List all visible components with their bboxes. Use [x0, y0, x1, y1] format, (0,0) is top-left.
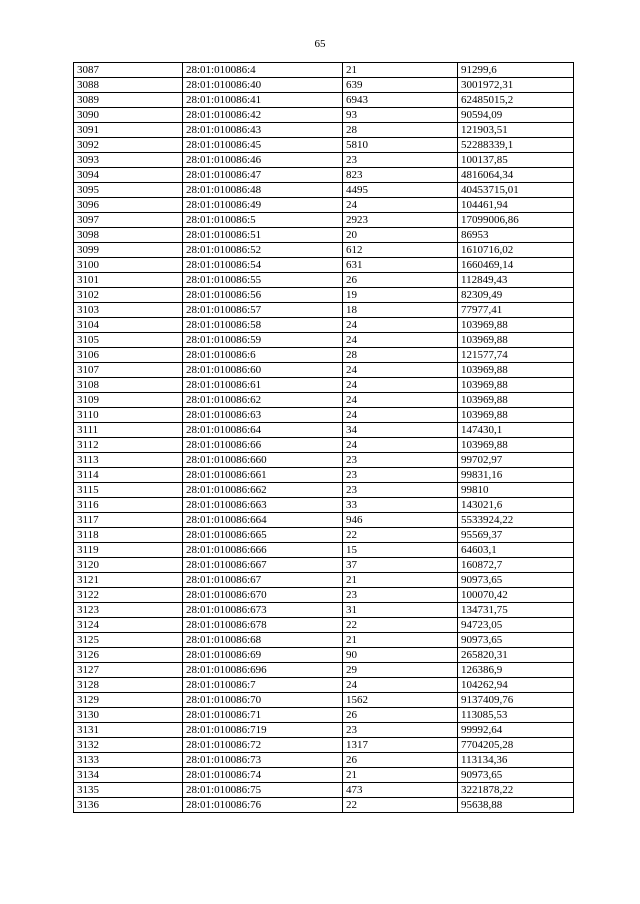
area-cell: 21	[343, 768, 458, 783]
cadastral-value-cell: 99810	[458, 483, 574, 498]
cadastral-value-cell: 160872,7	[458, 558, 574, 573]
area-cell: 90	[343, 648, 458, 663]
row-number-cell: 3095	[74, 183, 183, 198]
row-number-cell: 3115	[74, 483, 183, 498]
row-number-cell: 3134	[74, 768, 183, 783]
table-row	[74, 363, 574, 378]
table-row	[74, 78, 574, 93]
table-row	[74, 153, 574, 168]
row-number-cell: 3113	[74, 453, 183, 468]
table-row	[74, 603, 574, 618]
area-cell: 24	[343, 318, 458, 333]
cadastral-value-cell: 17099006,86	[458, 213, 574, 228]
table-row	[74, 273, 574, 288]
table-row	[74, 783, 574, 798]
cadastral-value-cell: 103969,88	[458, 393, 574, 408]
row-number-cell: 3120	[74, 558, 183, 573]
table-row	[74, 648, 574, 663]
cadastral-value-cell: 3001972,31	[458, 78, 574, 93]
row-number-cell: 3110	[74, 408, 183, 423]
row-number-cell: 3112	[74, 438, 183, 453]
table-row	[74, 168, 574, 183]
cadastral-number-cell: 28:01:010086:56	[183, 288, 343, 303]
cadastral-number-cell: 28:01:010086:5	[183, 213, 343, 228]
cadastral-value-cell: 104461,94	[458, 198, 574, 213]
cadastral-number-cell: 28:01:010086:665	[183, 528, 343, 543]
cadastral-number-cell: 28:01:010086:661	[183, 468, 343, 483]
row-number-cell: 3087	[74, 63, 183, 78]
cadastral-value-table	[73, 62, 574, 813]
area-cell: 19	[343, 288, 458, 303]
cadastral-number-cell: 28:01:010086:68	[183, 633, 343, 648]
cadastral-number-cell: 28:01:010086:45	[183, 138, 343, 153]
row-number-cell: 3127	[74, 663, 183, 678]
row-number-cell: 3130	[74, 708, 183, 723]
cadastral-number-cell: 28:01:010086:664	[183, 513, 343, 528]
cadastral-number-cell: 28:01:010086:48	[183, 183, 343, 198]
cadastral-number-cell: 28:01:010086:49	[183, 198, 343, 213]
row-number-cell: 3132	[74, 738, 183, 753]
row-number-cell: 3103	[74, 303, 183, 318]
cadastral-number-cell: 28:01:010086:57	[183, 303, 343, 318]
cadastral-number-cell: 28:01:010086:667	[183, 558, 343, 573]
area-cell: 473	[343, 783, 458, 798]
cadastral-value-cell: 52288339,1	[458, 138, 574, 153]
cadastral-value-cell: 104262,94	[458, 678, 574, 693]
table-row	[74, 63, 574, 78]
cadastral-number-cell: 28:01:010086:7	[183, 678, 343, 693]
row-number-cell: 3121	[74, 573, 183, 588]
cadastral-number-cell: 28:01:010086:64	[183, 423, 343, 438]
table-row	[74, 768, 574, 783]
area-cell: 2923	[343, 213, 458, 228]
cadastral-value-cell: 121577,74	[458, 348, 574, 363]
cadastral-number-cell: 28:01:010086:666	[183, 543, 343, 558]
table-row	[74, 303, 574, 318]
area-cell: 21	[343, 633, 458, 648]
table-row	[74, 288, 574, 303]
row-number-cell: 3109	[74, 393, 183, 408]
cadastral-value-cell: 40453715,01	[458, 183, 574, 198]
cadastral-number-cell: 28:01:010086:42	[183, 108, 343, 123]
cadastral-value-cell: 113134,36	[458, 753, 574, 768]
area-cell: 24	[343, 198, 458, 213]
row-number-cell: 3105	[74, 333, 183, 348]
row-number-cell: 3094	[74, 168, 183, 183]
area-cell: 946	[343, 513, 458, 528]
area-cell: 23	[343, 153, 458, 168]
cadastral-number-cell: 28:01:010086:66	[183, 438, 343, 453]
cadastral-number-cell: 28:01:010086:76	[183, 798, 343, 813]
cadastral-value-cell: 64603,1	[458, 543, 574, 558]
area-cell: 612	[343, 243, 458, 258]
row-number-cell: 3108	[74, 378, 183, 393]
area-cell: 33	[343, 498, 458, 513]
area-cell: 15	[343, 543, 458, 558]
area-cell: 24	[343, 363, 458, 378]
area-cell: 28	[343, 123, 458, 138]
cadastral-number-cell: 28:01:010086:660	[183, 453, 343, 468]
area-cell: 21	[343, 63, 458, 78]
row-number-cell: 3098	[74, 228, 183, 243]
row-number-cell: 3107	[74, 363, 183, 378]
row-number-cell: 3101	[74, 273, 183, 288]
row-number-cell: 3100	[74, 258, 183, 273]
area-cell: 24	[343, 378, 458, 393]
table-row	[74, 618, 574, 633]
table-row	[74, 123, 574, 138]
row-number-cell: 3104	[74, 318, 183, 333]
table-row	[74, 678, 574, 693]
area-cell: 21	[343, 573, 458, 588]
cadastral-number-cell: 28:01:010086:47	[183, 168, 343, 183]
table-row	[74, 708, 574, 723]
cadastral-value-cell: 103969,88	[458, 438, 574, 453]
row-number-cell: 3116	[74, 498, 183, 513]
cadastral-value-cell: 5533924,22	[458, 513, 574, 528]
table-row	[74, 318, 574, 333]
cadastral-number-cell: 28:01:010086:696	[183, 663, 343, 678]
area-cell: 22	[343, 528, 458, 543]
row-number-cell: 3123	[74, 603, 183, 618]
table-row	[74, 573, 574, 588]
area-cell: 631	[343, 258, 458, 273]
table-row	[74, 528, 574, 543]
cadastral-number-cell: 28:01:010086:55	[183, 273, 343, 288]
table-row	[74, 108, 574, 123]
cadastral-number-cell: 28:01:010086:69	[183, 648, 343, 663]
row-number-cell: 3092	[74, 138, 183, 153]
table-row	[74, 453, 574, 468]
cadastral-value-cell: 147430,1	[458, 423, 574, 438]
table-row	[74, 693, 574, 708]
cadastral-number-cell: 28:01:010086:662	[183, 483, 343, 498]
cadastral-value-cell: 121903,51	[458, 123, 574, 138]
row-number-cell: 3128	[74, 678, 183, 693]
area-cell: 23	[343, 723, 458, 738]
cadastral-value-cell: 77977,41	[458, 303, 574, 318]
cadastral-value-cell: 113085,53	[458, 708, 574, 723]
cadastral-value-cell: 82309,49	[458, 288, 574, 303]
cadastral-number-cell: 28:01:010086:75	[183, 783, 343, 798]
table-row	[74, 198, 574, 213]
cadastral-number-cell: 28:01:010086:54	[183, 258, 343, 273]
row-number-cell: 3102	[74, 288, 183, 303]
cadastral-value-cell: 103969,88	[458, 333, 574, 348]
row-number-cell: 3097	[74, 213, 183, 228]
row-number-cell: 3135	[74, 783, 183, 798]
cadastral-number-cell: 28:01:010086:678	[183, 618, 343, 633]
row-number-cell: 3096	[74, 198, 183, 213]
cadastral-value-cell: 134731,75	[458, 603, 574, 618]
area-cell: 29	[343, 663, 458, 678]
cadastral-value-cell: 9137409,76	[458, 693, 574, 708]
table-row	[74, 588, 574, 603]
table-row	[74, 513, 574, 528]
cadastral-value-cell: 126386,9	[458, 663, 574, 678]
cadastral-value-cell: 7704205,28	[458, 738, 574, 753]
row-number-cell: 3133	[74, 753, 183, 768]
row-number-cell: 3106	[74, 348, 183, 363]
cadastral-number-cell: 28:01:010086:72	[183, 738, 343, 753]
area-cell: 24	[343, 408, 458, 423]
area-cell: 23	[343, 588, 458, 603]
cadastral-value-cell: 86953	[458, 228, 574, 243]
area-cell: 26	[343, 753, 458, 768]
area-cell: 28	[343, 348, 458, 363]
cadastral-value-cell: 90973,65	[458, 633, 574, 648]
area-cell: 5810	[343, 138, 458, 153]
row-number-cell: 3089	[74, 93, 183, 108]
table-row	[74, 498, 574, 513]
cadastral-value-cell: 1610716,02	[458, 243, 574, 258]
cadastral-number-cell: 28:01:010086:46	[183, 153, 343, 168]
cadastral-value-cell: 103969,88	[458, 378, 574, 393]
area-cell: 23	[343, 468, 458, 483]
row-number-cell: 3099	[74, 243, 183, 258]
cadastral-value-cell: 265820,31	[458, 648, 574, 663]
row-number-cell: 3111	[74, 423, 183, 438]
cadastral-value-cell: 103969,88	[458, 318, 574, 333]
row-number-cell: 3124	[74, 618, 183, 633]
cadastral-value-cell: 91299,6	[458, 63, 574, 78]
cadastral-value-cell: 103969,88	[458, 408, 574, 423]
row-number-cell: 3114	[74, 468, 183, 483]
row-number-cell: 3119	[74, 543, 183, 558]
area-cell: 24	[343, 678, 458, 693]
area-cell: 6943	[343, 93, 458, 108]
area-cell: 20	[343, 228, 458, 243]
table-row	[74, 183, 574, 198]
row-number-cell: 3125	[74, 633, 183, 648]
cadastral-value-cell: 99992,64	[458, 723, 574, 738]
cadastral-number-cell: 28:01:010086:43	[183, 123, 343, 138]
cadastral-number-cell: 28:01:010086:71	[183, 708, 343, 723]
cadastral-value-cell: 3221878,22	[458, 783, 574, 798]
cadastral-value-cell: 99702,97	[458, 453, 574, 468]
area-cell: 93	[343, 108, 458, 123]
table-row	[74, 753, 574, 768]
table-row	[74, 213, 574, 228]
cadastral-value-cell: 112849,43	[458, 273, 574, 288]
area-cell: 26	[343, 273, 458, 288]
cadastral-number-cell: 28:01:010086:40	[183, 78, 343, 93]
table-row	[74, 633, 574, 648]
cadastral-value-cell: 4816064,34	[458, 168, 574, 183]
table-row	[74, 228, 574, 243]
table-row	[74, 558, 574, 573]
cadastral-value-cell: 1660469,14	[458, 258, 574, 273]
page-number: 65	[314, 38, 326, 50]
table-row	[74, 258, 574, 273]
area-cell: 34	[343, 423, 458, 438]
row-number-cell: 3118	[74, 528, 183, 543]
area-cell: 1317	[343, 738, 458, 753]
cadastral-number-cell: 28:01:010086:719	[183, 723, 343, 738]
cadastral-number-cell: 28:01:010086:70	[183, 693, 343, 708]
table-row	[74, 408, 574, 423]
cadastral-number-cell: 28:01:010086:52	[183, 243, 343, 258]
area-cell: 24	[343, 393, 458, 408]
area-cell: 18	[343, 303, 458, 318]
area-cell: 23	[343, 453, 458, 468]
table-row	[74, 738, 574, 753]
row-number-cell: 3117	[74, 513, 183, 528]
cadastral-value-cell: 94723,05	[458, 618, 574, 633]
cadastral-number-cell: 28:01:010086:60	[183, 363, 343, 378]
table-row	[74, 393, 574, 408]
table-row	[74, 93, 574, 108]
cadastral-value-cell: 143021,6	[458, 498, 574, 513]
area-cell: 31	[343, 603, 458, 618]
area-cell: 26	[343, 708, 458, 723]
cadastral-number-cell: 28:01:010086:61	[183, 378, 343, 393]
cadastral-value-cell: 90594,09	[458, 108, 574, 123]
table-row	[74, 438, 574, 453]
cadastral-number-cell: 28:01:010086:4	[183, 63, 343, 78]
cadastral-value-cell: 95569,37	[458, 528, 574, 543]
table-row	[74, 333, 574, 348]
table-row	[74, 798, 574, 813]
cadastral-value-cell: 99831,16	[458, 468, 574, 483]
row-number-cell: 3090	[74, 108, 183, 123]
row-number-cell: 3131	[74, 723, 183, 738]
row-number-cell: 3129	[74, 693, 183, 708]
area-cell: 22	[343, 798, 458, 813]
table-row	[74, 483, 574, 498]
cadastral-value-cell: 100137,85	[458, 153, 574, 168]
area-cell: 823	[343, 168, 458, 183]
table-row	[74, 723, 574, 738]
area-cell: 4495	[343, 183, 458, 198]
cadastral-number-cell: 28:01:010086:673	[183, 603, 343, 618]
area-cell: 24	[343, 333, 458, 348]
cadastral-number-cell: 28:01:010086:63	[183, 408, 343, 423]
table-row	[74, 663, 574, 678]
row-number-cell: 3093	[74, 153, 183, 168]
cadastral-value-cell: 95638,88	[458, 798, 574, 813]
table-row	[74, 348, 574, 363]
cadastral-value-cell: 90973,65	[458, 768, 574, 783]
cadastral-number-cell: 28:01:010086:59	[183, 333, 343, 348]
table-row	[74, 138, 574, 153]
area-cell: 37	[343, 558, 458, 573]
cadastral-number-cell: 28:01:010086:58	[183, 318, 343, 333]
cadastral-value-cell: 100070,42	[458, 588, 574, 603]
area-cell: 639	[343, 78, 458, 93]
row-number-cell: 3088	[74, 78, 183, 93]
cadastral-number-cell: 28:01:010086:62	[183, 393, 343, 408]
cadastral-number-cell: 28:01:010086:73	[183, 753, 343, 768]
area-cell: 22	[343, 618, 458, 633]
cadastral-number-cell: 28:01:010086:41	[183, 93, 343, 108]
table-row	[74, 243, 574, 258]
cadastral-number-cell: 28:01:010086:67	[183, 573, 343, 588]
area-cell: 23	[343, 483, 458, 498]
cadastral-value-cell: 90973,65	[458, 573, 574, 588]
row-number-cell: 3136	[74, 798, 183, 813]
area-cell: 1562	[343, 693, 458, 708]
cadastral-number-cell: 28:01:010086:6	[183, 348, 343, 363]
cadastral-number-cell: 28:01:010086:663	[183, 498, 343, 513]
table-row	[74, 543, 574, 558]
row-number-cell: 3091	[74, 123, 183, 138]
cadastral-number-cell: 28:01:010086:74	[183, 768, 343, 783]
cadastral-number-cell: 28:01:010086:670	[183, 588, 343, 603]
table-row	[74, 468, 574, 483]
row-number-cell: 3122	[74, 588, 183, 603]
table-row	[74, 378, 574, 393]
cadastral-value-cell: 103969,88	[458, 363, 574, 378]
cadastral-number-cell: 28:01:010086:51	[183, 228, 343, 243]
area-cell: 24	[343, 438, 458, 453]
row-number-cell: 3126	[74, 648, 183, 663]
table-row	[74, 423, 574, 438]
cadastral-value-cell: 62485015,2	[458, 93, 574, 108]
table-body	[74, 63, 574, 813]
